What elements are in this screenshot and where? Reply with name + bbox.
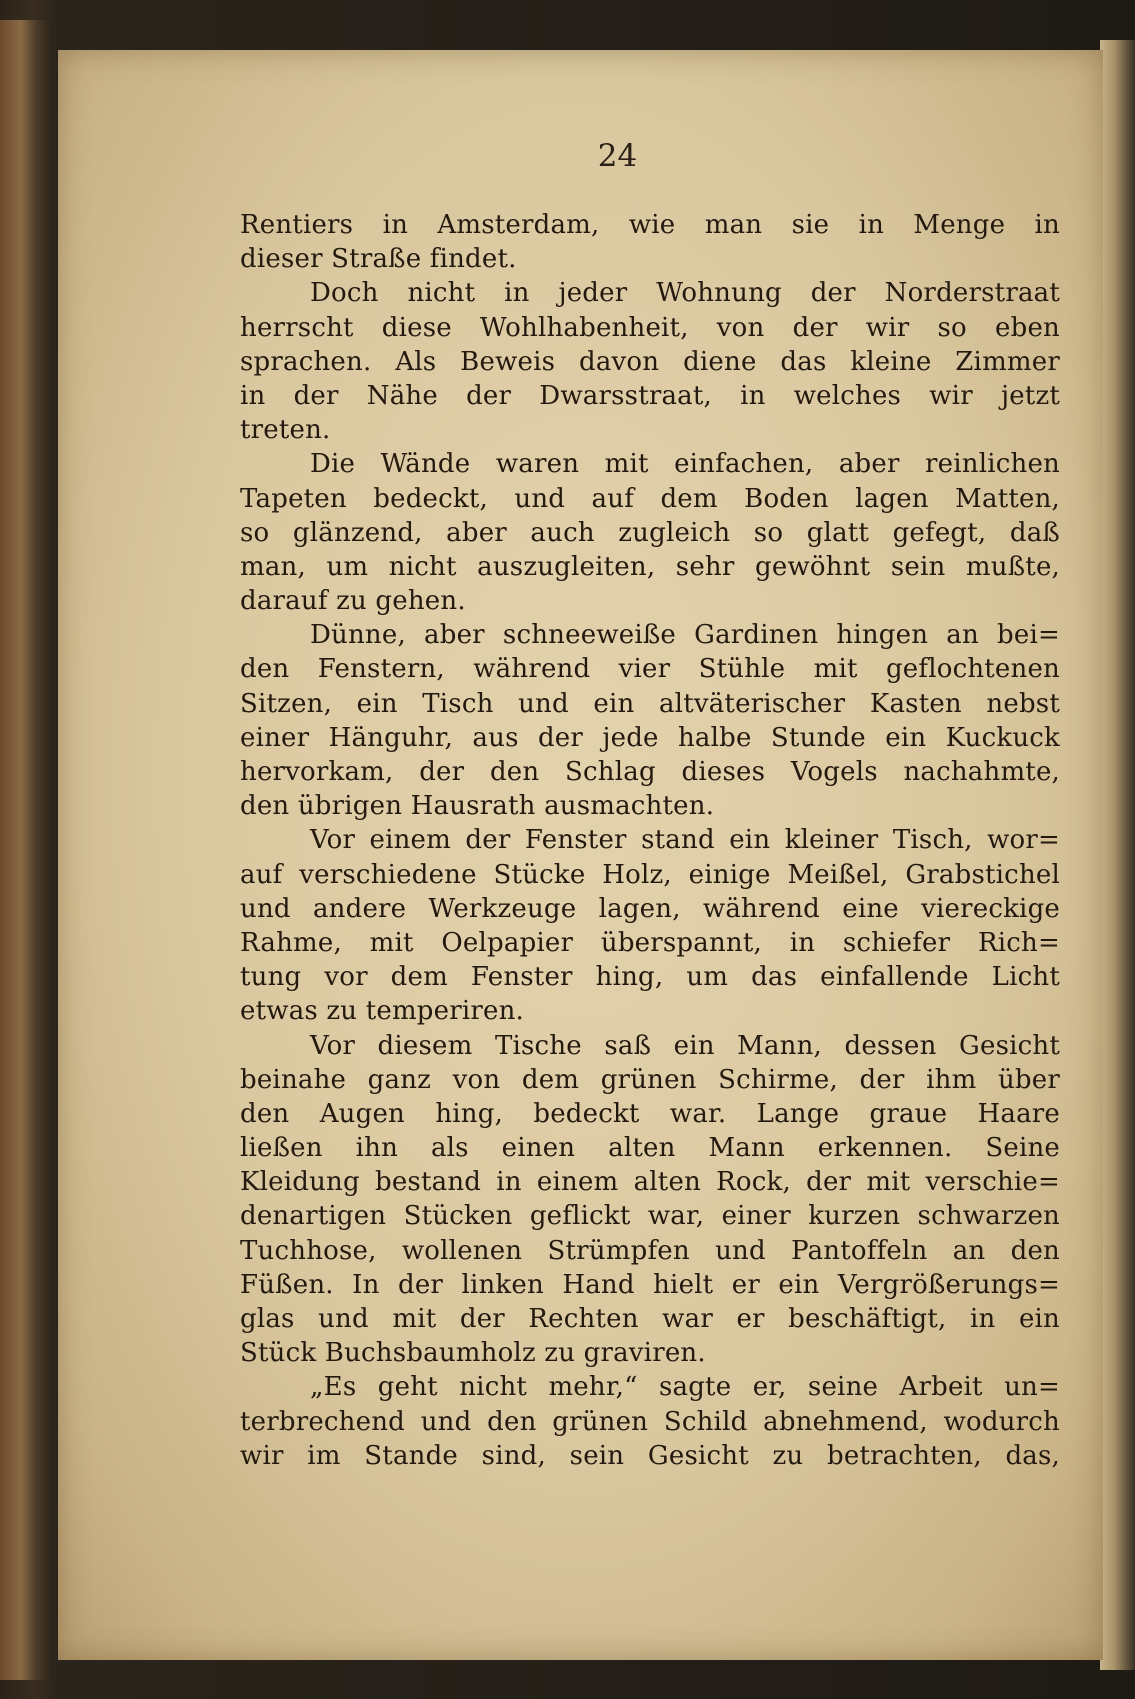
text-line: auf verschiedene Stücke Holz, einige Meißel, Grabstichel xyxy=(240,859,1060,890)
text-line: Kleidung bestand in einem alten Rock, der mit verschie= xyxy=(240,1167,1060,1198)
text-line: Tuchhose, wollenen Strümpfen und Pantoffeln an den xyxy=(240,1235,1060,1266)
text-line: wir im Stande sind, sein Gesicht zu betrachten, das, xyxy=(240,1440,1060,1471)
text-line: Stück Buchsbaumholz zu graviren. xyxy=(240,1338,706,1369)
text-line: beinahe ganz von dem grünen Schirme, der ihm über xyxy=(240,1064,1060,1095)
text-line: sprachen. Als Beweis davon diene das kleine Zimmer xyxy=(240,346,1060,377)
text-line: dieser Straße findet. xyxy=(240,244,517,275)
text-line: den Fenstern, während vier Stühle mit geflochtenen xyxy=(240,654,1060,685)
page-edge xyxy=(1100,40,1135,1670)
text-line: denartigen Stücken geflickt war, einer kurzen schwarzen xyxy=(240,1201,1060,1232)
text-line: den Augen hing, bedeckt war. Lange graue Haare xyxy=(240,1098,1060,1129)
text-line: und andere Werkzeuge lagen, während eine viereckige xyxy=(240,893,1060,924)
text-line: darauf zu gehen. xyxy=(240,586,466,617)
text-line: Tapeten bedeckt, und auf dem Boden lagen Matten, xyxy=(240,483,1060,514)
text-line: hervorkam, der den Schlag dieses Vogels nachahmte, xyxy=(240,757,1060,787)
text-line: „Es geht nicht mehr,“ sagte er, seine Arbeit un= xyxy=(310,1372,1060,1403)
page-number: 24 xyxy=(597,138,638,174)
text-line: Vor diesem Tische saß ein Mann, dessen Gesicht xyxy=(310,1030,1060,1061)
text-line: Sitzen, ein Tisch und ein altväterischer Kasten nebst xyxy=(240,688,1060,719)
text-line: den übrigen Hausrath ausmachten. xyxy=(240,791,715,822)
text-line: Rahme, mit Oelpapier überspannt, in schiefer Rich= xyxy=(240,927,1060,958)
text-line: einer Hänguhr, aus der jede halbe Stunde ein Kuckuck xyxy=(240,722,1060,753)
text-line: Rentiers in Amsterdam, wie man sie in Menge in xyxy=(240,210,1060,240)
text-line: Die Wände waren mit einfachen, aber reinlichen xyxy=(310,449,1060,480)
text-line: man, um nicht auszugleiten, sehr gewöhnt sein mußte, xyxy=(240,551,1060,582)
text-line: glas und mit der Rechten war er beschäftigt, in ein xyxy=(240,1304,1060,1334)
text-line: Füßen. In der linken Hand hielt er ein Vergrößerungs= xyxy=(240,1269,1060,1300)
text-line: terbrechend und den grünen Schild abnehmend, wodurch xyxy=(240,1406,1060,1437)
text-line: so glänzend, aber auch zugleich so glatt gefegt, daß xyxy=(240,517,1060,548)
text-line: treten. xyxy=(240,415,331,446)
book-binding xyxy=(0,20,52,1680)
text-line: Dünne, aber schneeweiße Gardinen hingen an bei= xyxy=(310,620,1060,651)
text-line: etwas zu temperiren. xyxy=(240,996,524,1027)
text-line: Doch nicht in jeder Wohnung der Norderstraat xyxy=(310,278,1060,309)
text-line: herrscht diese Wohlhabenheit, von der wir so eben xyxy=(240,312,1060,343)
text-line: tung vor dem Fenster hing, um das einfallende Licht xyxy=(240,962,1060,993)
page-text xyxy=(240,208,1060,1473)
text-line: ließen ihn als einen alten Mann erkennen. Seine xyxy=(240,1133,1060,1164)
text-line: Vor einem der Fenster stand ein kleiner Tisch, wor= xyxy=(310,825,1060,856)
text-line: in der Nähe der Dwarsstraat, in welches wir jetzt xyxy=(240,380,1060,411)
